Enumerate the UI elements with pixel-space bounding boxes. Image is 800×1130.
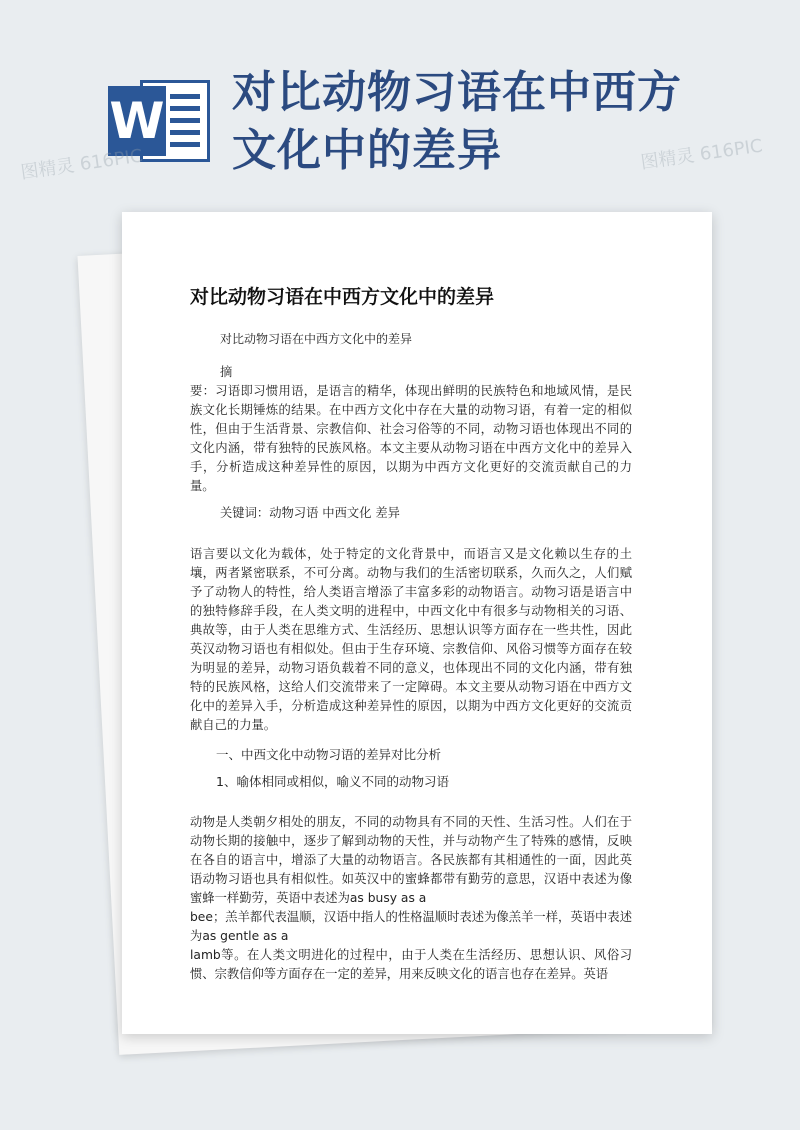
watermark: 图精灵 616PIC (639, 135, 764, 174)
english-phrase: bee (190, 910, 213, 924)
banner-title-line1: 对比动物习语在中西方 (232, 67, 682, 118)
english-phrase: as busy as a (349, 891, 427, 905)
document-subtitle: 对比动物习语在中西方文化中的差异 (220, 332, 413, 346)
document-title: 对比动物习语在中西方文化中的差异 (190, 286, 495, 308)
word-w-tile: W (108, 86, 166, 156)
english-phrase: as gentle as a (202, 929, 289, 943)
intro-paragraph: 语言要以文化为载体，处于特定的文化背景中，而语言又是文化赖以生存的土壤，两者紧密联系，不可分离。动物与我们的生活密切联系，久而久之，人们赋予了动物人的特性，给人类语言增添了丰富多彩的动物语言。动物习语是语言中的独特修辞手段，在人类文明的进程中，中西文化中有很多与动物相关的习语、典故等，由于人类在思维方式、生活经历、思想认识等方面存在一些共性，因此英汉动物习语也有相似处。但由于生存环境、宗教信仰、风俗习惯等方面存在较为明显的差异，动物习语负载着不同的意义，也体现出不同的文化内涵，带有独特的民族风格，这给人们交流带来了一定障碍。本文主要从动物习语在中西方文化中的差异入手，分析造成这种差异性的原因，以期为中西方文化更好的交流贡献自己的力量。 (190, 547, 632, 732)
body-text-a: 动物是人类朝夕相处的朋友，不同的动物具有不同的天性、生活习性。人们在于动物长期的接触中，逐步了解到动物的天性，并与动物产生了特殊的感情，反映在各自的语言中，增添了大量的动物语言。各民族都有其相通性的一面，因此英语动物习语也具有相似性。如英汉中的蜜蜂都带有勤劳的意思，汉语中表述为像蜜蜂一样勤劳，英语中表述为 (190, 815, 632, 905)
body-text-b: ；羔羊都代表温顺，汉语中指人的性格温顺时表述为像羔羊一样，英语中表述为 (190, 910, 632, 943)
subsection-heading: 1、喻体相同或相似，喻义不同的动物习语 (216, 774, 449, 789)
body-text-c: 等。在人类文明进化的过程中，由于人类在生活经历、思想认识、风俗习惯、宗教信仰等方面存在一定的差异，用来反映文化的语言也存在差异。英语 (190, 948, 632, 981)
english-phrase: lamb (190, 948, 221, 962)
document-page (122, 212, 712, 1034)
abstract-text: 要：习语即习惯用语，是语言的精华，体现出鲜明的民族特色和地域风情，是民族文化长期锤炼的结果。在中西方文化中存在大量的动物习语，有着一定的相似性，但由于生活背景、宗教信仰、社会习俗等的不同，动物习语也体现出不同的文化内涵，带有独特的民族风格。本文主要从动物习语在中西方文化中的差异入手，分析造成这种差异性的原因，以期为中西方文化更好的交流贡献自己的力量。 (190, 384, 632, 493)
banner (0, 0, 800, 215)
banner-title-line2: 文化中的差异 (232, 125, 502, 176)
abstract-label: 摘 (220, 365, 233, 379)
section-heading: 一、中西文化中动物习语的差异对比分析 (216, 747, 442, 762)
body-paragraph (190, 813, 632, 984)
watermark: 图精灵 616PIC (19, 145, 144, 184)
document-content (190, 284, 632, 984)
keywords: 关键词：动物习语 中西文化 差异 (220, 506, 400, 520)
